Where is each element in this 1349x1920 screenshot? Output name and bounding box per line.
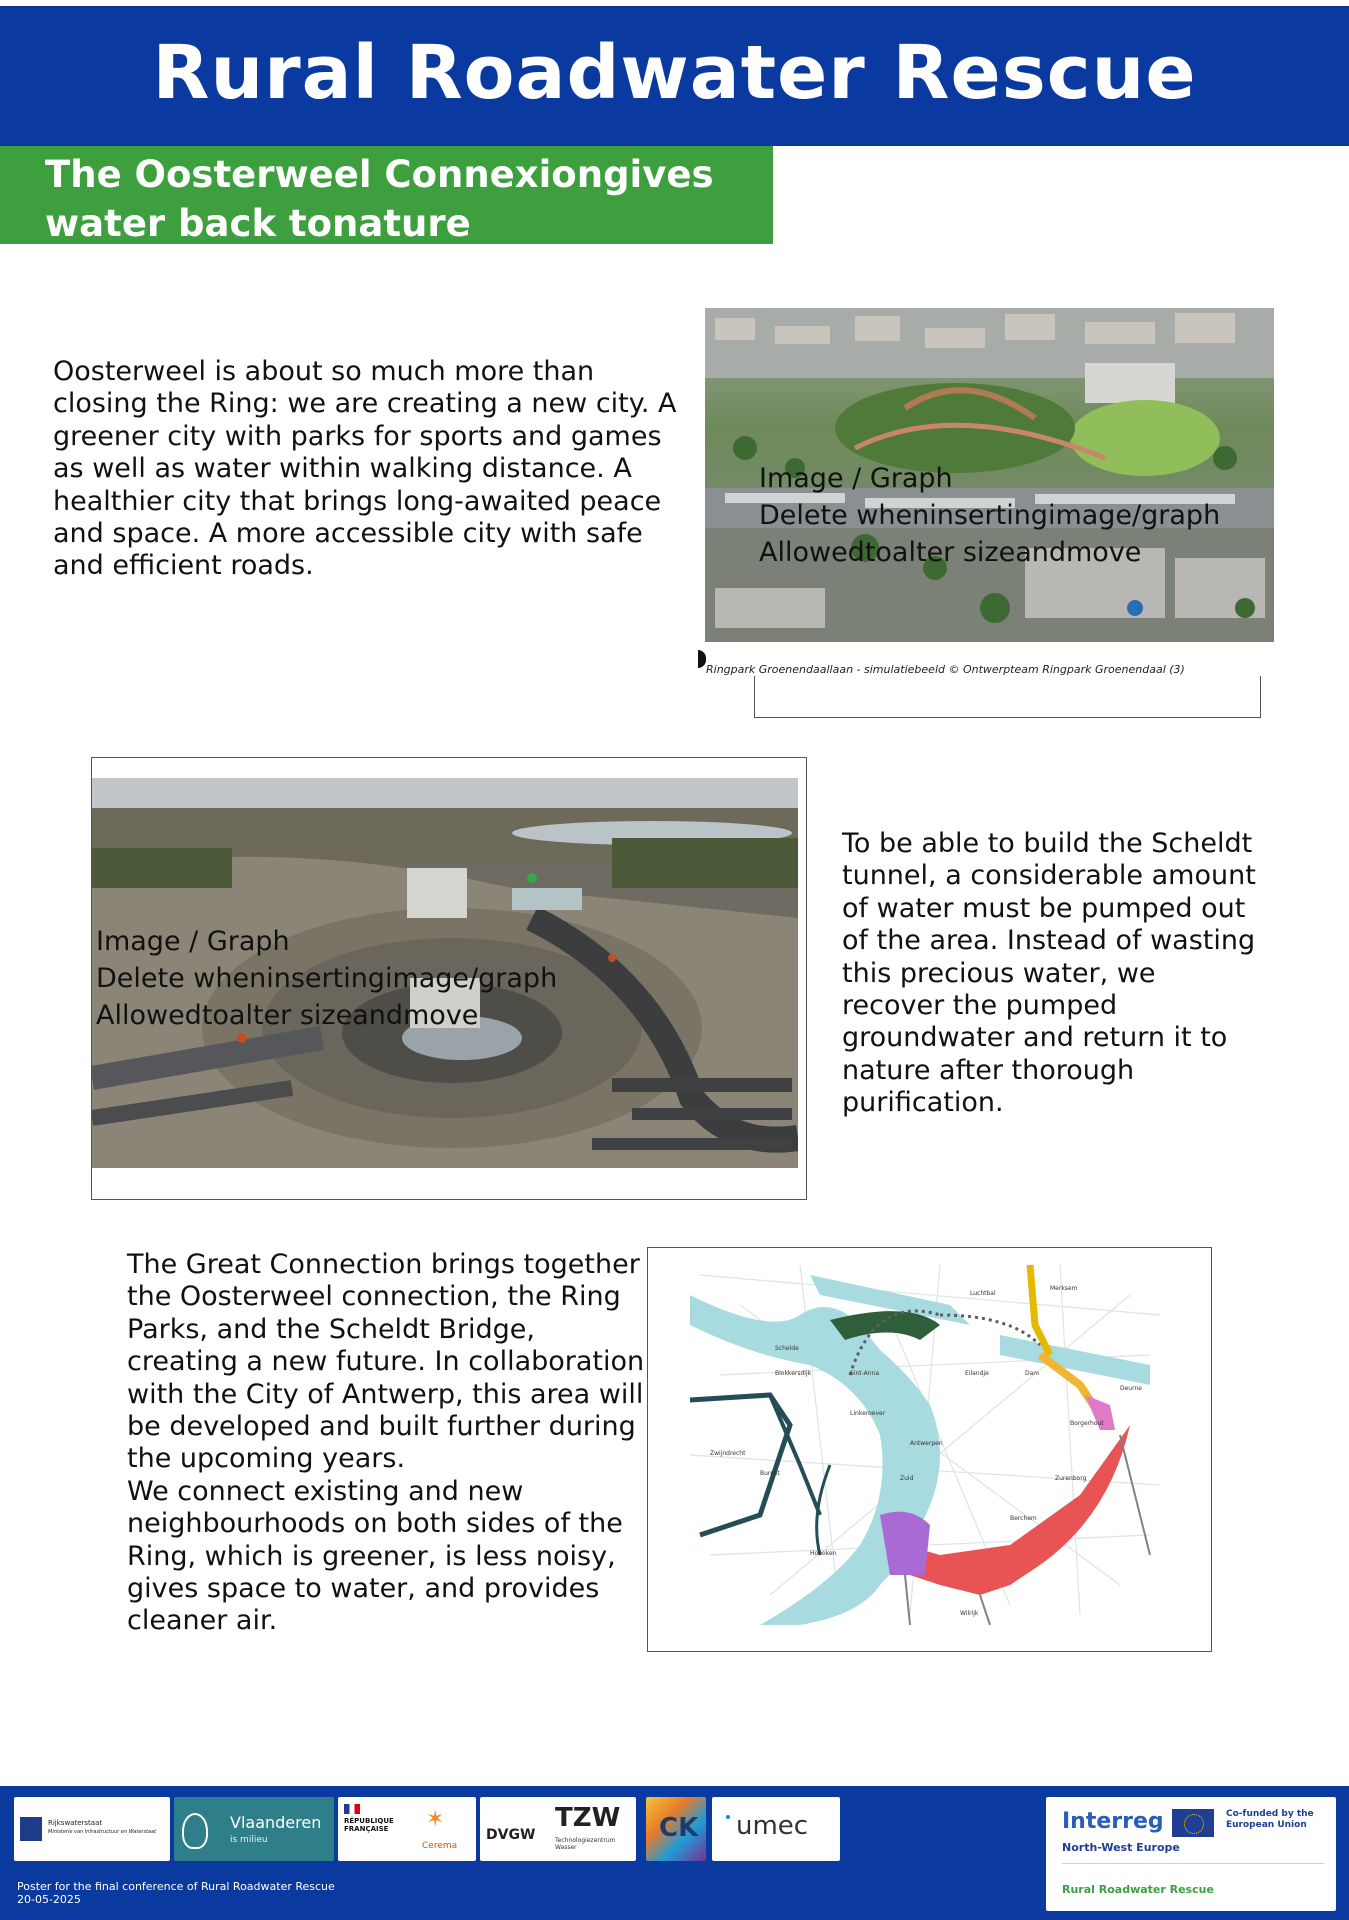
interreg-name: Interreg — [1062, 1809, 1164, 1834]
map-label: Dam — [1025, 1370, 1040, 1377]
nwe-text: North-West Europe — [1062, 1841, 1180, 1854]
tzw-sub: Technologiezentrum Wasser — [555, 1837, 616, 1851]
caption-marker — [698, 650, 706, 668]
map-label: Linkeroever — [850, 1410, 886, 1417]
photo2-placeholder-text — [96, 923, 557, 1034]
map-label: Blokkersdijk — [775, 1370, 812, 1377]
eu-stars-icon — [1184, 1814, 1204, 1834]
header-top-stripe — [0, 0, 1349, 6]
photo1-placeholder-text — [759, 460, 1220, 571]
interreg-divider — [1062, 1863, 1324, 1864]
subtitle-band — [0, 146, 773, 244]
map-label: Hoboken — [810, 1550, 837, 1557]
rijkswaterstaat-name: Rijkswaterstaat — [48, 1819, 103, 1827]
map-label: Luchtbal — [970, 1290, 996, 1297]
cofunded-text: Co-funded by the European Union — [1226, 1809, 1314, 1830]
dvgw-tzw-logo — [480, 1797, 636, 1861]
map-label: Eilandje — [965, 1370, 989, 1377]
vlaanderen-logo — [174, 1797, 334, 1861]
map-label: Berchem — [1010, 1515, 1037, 1522]
eu-flag-icon — [1172, 1809, 1214, 1837]
imec-dot-icon — [726, 1815, 730, 1819]
page-header — [0, 0, 1349, 146]
placeholder-line: Delete wheninsertingimage/graph — [96, 963, 558, 994]
map-label: Burcht — [760, 1470, 780, 1477]
tunnel-paragraph: To be able to build the Scheldt tunnel, a considerable amount of water must be pumped out of the area. Instead of wasting this precious water, we recover the pumped groundwater and return it to nature after thorough purification. — [842, 828, 1256, 1119]
map-label: Merksem — [1050, 1285, 1078, 1292]
map-label: Borgerhout — [1070, 1420, 1104, 1427]
placeholder-line: Delete wheninsertingimage/graph — [759, 500, 1221, 531]
intro-paragraph: Oosterweel is about so much more than closing the Ring: we are creating a new city. A greener city with parks for sports and games as well as water within walking distance. A healthier city that brings long-awaited peace and space. A more accessible city with safe and efficient roads. — [53, 356, 677, 582]
rijkswaterstaat-sub: Ministerie van Infrastructuur en Waterstaat — [48, 1829, 157, 1835]
interreg-logo — [1046, 1797, 1336, 1911]
imec-logo — [712, 1797, 840, 1861]
vlaanderen-name: Vlaanderen — [230, 1813, 322, 1832]
lion-icon — [182, 1813, 208, 1849]
map-label: Zuid — [900, 1475, 914, 1482]
dvgw-name: DVGW — [486, 1827, 536, 1843]
poster-subtitle: The Oosterweel Connexiongives water back tonature — [45, 153, 714, 245]
rijkswaterstaat-logo — [14, 1797, 170, 1861]
poster-title: Rural Roadwater Rescue — [152, 30, 1197, 116]
crest-icon — [20, 1817, 42, 1841]
vlaanderen-sub: is milieu — [230, 1835, 268, 1845]
republique-name: RÉPUBLIQUE FRANÇAISE — [344, 1817, 394, 1833]
flag-icon — [344, 1804, 360, 1814]
map-label: Sint-Anna — [850, 1370, 880, 1377]
placeholder-line: Image / Graph — [96, 926, 290, 957]
map-label: Zwijndrecht — [710, 1450, 746, 1457]
imec-name: umec — [736, 1811, 809, 1841]
map-label: Antwerpen — [910, 1440, 943, 1447]
connection-paragraph: The Great Connection brings together the Oosterweel connection, the Ring Parks, and the Scheldt Bridge, creating a new future. In collaboration with the City of Antwerp, this area will be developed and built further during the upcoming years. We connect existing and new neighbourhoods on both sides of the Ring, which is greener, is less noisy, gives space to water, and provides cleaner air. — [127, 1249, 645, 1637]
map-label: Zurenborg — [1055, 1475, 1087, 1482]
ck-logo — [646, 1797, 706, 1861]
construction-photo — [92, 778, 798, 1168]
map-label: Deurne — [1120, 1385, 1142, 1392]
map-label: Wilrijk — [960, 1610, 979, 1617]
republique-cerema-logo — [338, 1797, 476, 1861]
rrr-text: Rural Roadwater Rescue — [1062, 1883, 1214, 1896]
ringpark-photo — [705, 308, 1274, 642]
antwerp-map — [680, 1255, 1170, 1625]
ck-name: CK — [659, 1813, 699, 1843]
tzw-name: TZW — [555, 1803, 621, 1833]
cerema-name: Cerema — [422, 1841, 458, 1851]
map-label: Schelde — [775, 1345, 799, 1352]
placeholder-line: Allowedtoalter sizeandmove — [96, 1000, 479, 1031]
footer-note: Poster for the final conference of Rural Roadwater Rescue 20-05-2025 — [17, 1880, 335, 1906]
placeholder-line: Image / Graph — [759, 463, 953, 494]
photo1-caption: Ringpark Groenendaallaan - simulatiebeeld © Ontwerpteam Ringpark Groenendaal (3) — [706, 663, 1185, 676]
caption-frame — [754, 676, 1261, 718]
placeholder-line: Allowedtoalter sizeandmove — [759, 537, 1142, 568]
cerema-star-icon: ✶ — [426, 1807, 445, 1832]
